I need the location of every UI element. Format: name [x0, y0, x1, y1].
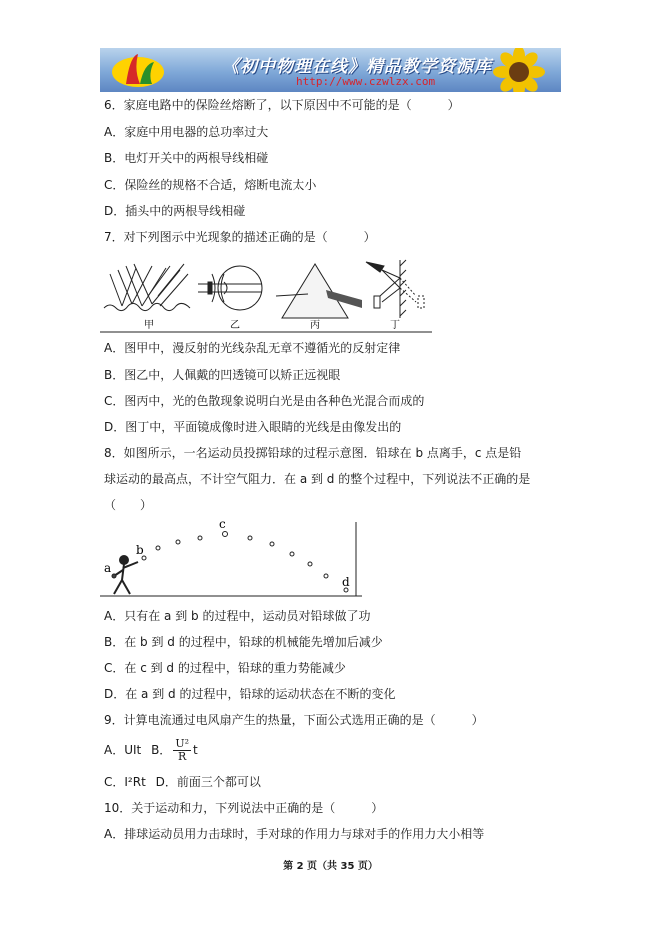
q8-option-c: C．在 c 到 d 的过程中，铅球的重力势能减少 — [104, 661, 346, 675]
page-footer: 第 2 页（共 35 页） — [283, 861, 378, 872]
q7-option-d: D．图丁中，平面镜成像时进入眼睛的光线是由像发出的 — [104, 420, 402, 434]
fig-label-bing: 丙 — [310, 320, 320, 331]
fig-yi-eye-lens — [198, 266, 262, 310]
q6-stem: 6．家庭电路中的保险丝熔断了，以下原因中不可能的是（ ） — [104, 98, 460, 112]
q7-option-a: A．图甲中，漫反射的光线杂乱无章不遵循光的反射定律 — [104, 341, 401, 355]
logo-icon — [108, 50, 168, 90]
q10-option-a: A．排球运动员用力击球时，手对球的作用力与球对手的作用力大小相等 — [104, 827, 485, 841]
q10-stem: 10．关于运动和力，下列说法中正确的是（ ） — [104, 801, 384, 815]
sunflower-icon — [481, 48, 557, 92]
q9-option-b-suffix: t — [193, 743, 198, 757]
q7-optics-figure — [100, 256, 432, 334]
label-a: a — [104, 561, 112, 575]
header-banner — [100, 48, 561, 92]
fig-jia-diffuse-reflection — [104, 264, 190, 311]
q8-stem-line1: 8．如图所示，一名运动员投掷铅球的过程示意图．铅球在 b 点离手，c 点是铅 — [104, 446, 522, 460]
q9-option-a: A．UIt — [104, 743, 142, 757]
q7-option-c: C．图丙中，光的色散现象说明白光是由各种色光混合而成的 — [104, 394, 425, 408]
athlete-icon — [114, 556, 138, 594]
q8-stem-line2: 球运动的最高点，不计空气阻力．在 a 到 d 的整个过程中，下列说法不正确的是 — [104, 472, 531, 486]
q7-stem: 7．对下列图示中光现象的描述正确的是（ ） — [104, 230, 376, 244]
q8-option-a: A．只有在 a 到 b 的过程中，运动员对铅球做了功 — [104, 609, 371, 623]
label-c: c — [219, 518, 226, 531]
q9-option-c: C．I²Rt — [104, 775, 146, 789]
q9-options-ab — [104, 736, 198, 764]
q9-options-cd — [104, 774, 261, 790]
q7-option-b: B．图乙中，人佩戴的凹透镜可以矫正远视眼 — [104, 368, 341, 382]
fig-bing-prism — [276, 264, 362, 318]
q6-option-b: B．电灯开关中的两根导线相碰 — [104, 151, 269, 165]
q9-option-d: D．前面三个都可以 — [155, 775, 261, 789]
banner-url: http://www.czwlzx.com — [296, 75, 436, 88]
fig-label-ding: 丁 — [390, 320, 400, 331]
ball-point-a — [112, 574, 116, 578]
banner-title: 《初中物理在线》精品教学资源库 — [222, 57, 492, 77]
q6-option-d: D．插头中的两根导线相碰 — [104, 204, 246, 218]
fraction-numerator: U² — [175, 737, 189, 750]
q9-option-b-label: B． — [151, 743, 172, 757]
ball-point-c — [223, 532, 228, 537]
label-d: d — [342, 575, 350, 589]
fraction-denominator: R — [178, 750, 187, 763]
q6-option-a: A．家庭中用电器的总功率过大 — [104, 125, 269, 139]
fig-ding-plane-mirror — [366, 260, 424, 318]
label-b: b — [136, 543, 144, 557]
q9-stem: 9．计算电流通过电风扇产生的热量，下面公式选用正确的是（ ） — [104, 713, 484, 727]
q8-option-b: B．在 b 到 d 的过程中，铅球的机械能先增加后减少 — [104, 635, 383, 649]
q8-option-d: D．在 a 到 d 的过程中，铅球的运动状态在不断的变化 — [104, 687, 396, 701]
fig-label-jia: 甲 — [144, 320, 154, 331]
q8-stem-line3: （ ） — [104, 498, 153, 512]
q9-option-b-fraction — [173, 738, 191, 763]
q6-option-c: C．保险丝的规格不合适，熔断电流太小 — [104, 178, 317, 192]
q8-shot-put-figure — [100, 518, 362, 598]
fig-label-yi: 乙 — [230, 320, 240, 331]
